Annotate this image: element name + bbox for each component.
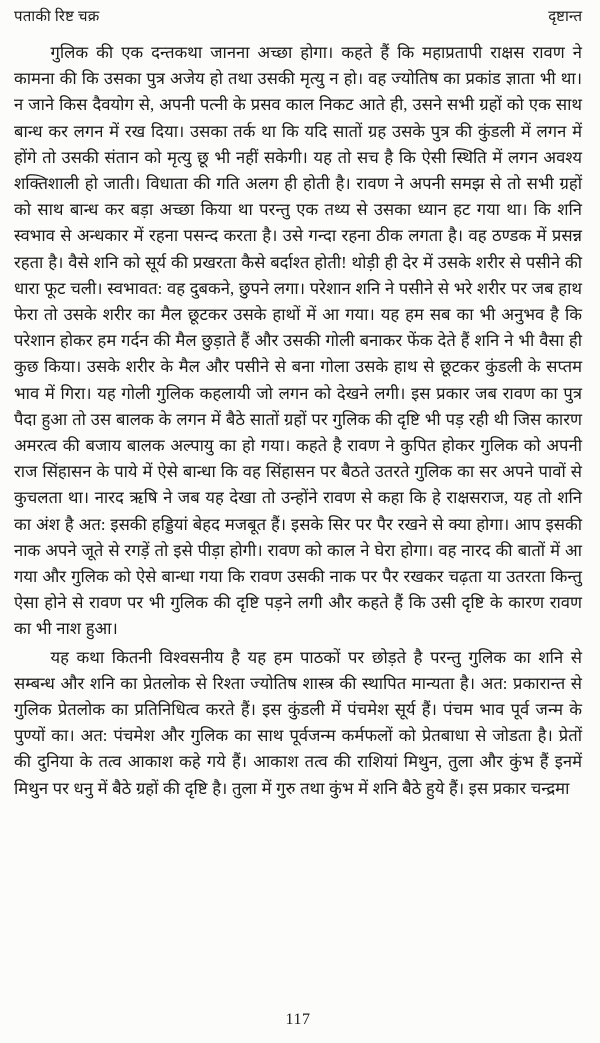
page-content [14,8,582,1035]
page-number: 117 [285,1011,311,1028]
header-left-title: पताकी रिष्ट चक्र [14,9,100,25]
page-footer [14,1011,582,1035]
paragraph-2: यह कथा कितनी विश्वसनीय है यह हम पाठकों पर छोड़ते है परन्तु गुलिक का शनि से सम्बन्ध और शनि का प्रेतलोक से रिश्ता ज्योतिष शास्त्र की स्थापित मान्यता है। अत: प्रकारान्त से गुलिक प्रेतलोक का प्रतिनिधित्व करते हैं। इस कुंडली में पंचमेश सूर्य हैं। पंचम भाव पूर्व जन्म के पुण्यों का। अत: पंचमेश और गुलिक का साथ पूर्वजन्म कर्मफलों को प्रेतबाधा से जोडता है। प्रेतों की दुनिया के तत्व आकाश कहे गये हैं। आकाश तत्व की राशियां मिथुन, तुला और कुंभ हैं इनमें मिथुन पर धनु में बैठे ग्रहों की दृष्टि है। तुला में गुरु तथा कुंभ में शनि बैठे हुये हैं। इस प्रकार चन्द्रमा [14,647,582,798]
body-text [14,40,582,1011]
paragraph-1: गुलिक की एक दन्तकथा जानना अच्छा होगा। कहते हैं कि महाप्रतापी राक्षस रावण ने कामना की कि उसका पुत्र अजेय हो तथा उसकी मृत्यु न हो। वह ज्योतिष का प्रकांड ज्ञाता भी था। न जाने किस दैवयोग से, अपनी पत्नी के प्रसव काल निकट आते ही, उसने सभी ग्रहों को एक साथ बान्ध कर लगन में रख दिया। उसका तर्क था कि यदि सातों ग्रह उसके पुत्र की कुंडली में लगन में होंगे तो उसकी संतान को मृत्यु छू भी नहीं सकेगी। यह तो सच है कि ऐसी स्थिति में लगन अवश्य शक्तिशाली हो जाती। विधाता की गति अलग ही होती है। रावण ने अपनी समझ से तो सभी ग्रहों को साथ बान्ध कर बड़ा अच्छा किया था परन्तु एक तथ्य से उसका ध्यान हट गया था। कि शनि स्वभाव से अन्धकार में रहना पसन्द करता है। उसे गन्दा रहना ठीक लगता है। वह ठण्डक में प्रसन्न रहता है। वैसे शनि को सूर्य की प्रखरता कैसे बर्दाश्त होती! थोड़ी ही देर में उसके शरीर से पसीने की धारा फूट चली। स्वभावत: वह दुबकने, छुपने लगा। परेशान शनि ने पसीने से भरे शरीर पर जब हाथ फेरा तो उसके शरीर का मैल छूटकर उसके हाथों में आ गया। यह हम सब का भी अनुभव है कि परेशान होकर हम गर्दन की मैल छुड़ाते हैं और उसकी गोली बनाकर फेंक देते हैं शनि ने भी वैसा ही कुछ किया। उसके शरीर के मैल और पसीने से बना गोला उसके हाथ से छूटकर कुंडली के सप्तम भाव में गिरा। यह गोली गुलिक कहलायी जो लगन को देखने लगी। इस प्रकार जब रावण का पुत्र पैदा हुआ तो उस बालक के लगन में बैठे सातों ग्रहों पर गुलिक की दृष्टि भी पड़ रही थी जिस कारण अमरत्व की बजाय बालक अल्पायु का हो गया। कहते है रावण ने कुपित होकर गुलिक को अपनी राज सिंहासन के पाये में ऐसे बान्धा कि वह सिंहासन पर बैठते उतरते गुलिक का सर अपने पावों से कुचलता था। नारद ऋषि ने जब यह देखा तो उन्होंने रावण से कहा कि हे राक्षसराज, यह तो शनि का अंश है अत: इसकी हड्डियां बेहद मजबूत हैं। इसके सिर पर पैर रखने से क्या होगा। आप इसकी नाक अपने जूते से रगड़ें तो इसे पीड़ा होगी। रावण को काल ने घेरा होगा। वह नारद की बातों में आ गया और गुलिक को ऐसे बान्धा गया कि रावण उसकी नाक पर पैर रखकर चढ़ता या उतरता किन्तु ऐसा होने से रावण पर भी गुलिक की दृष्टि पड़ने लगी और कहते हैं कि उसी दृष्टि के कारण रावण का भी नाश हुआ। [14,43,582,639]
running-header [14,8,582,26]
header-right-title: दृष्टान्त [548,9,582,25]
